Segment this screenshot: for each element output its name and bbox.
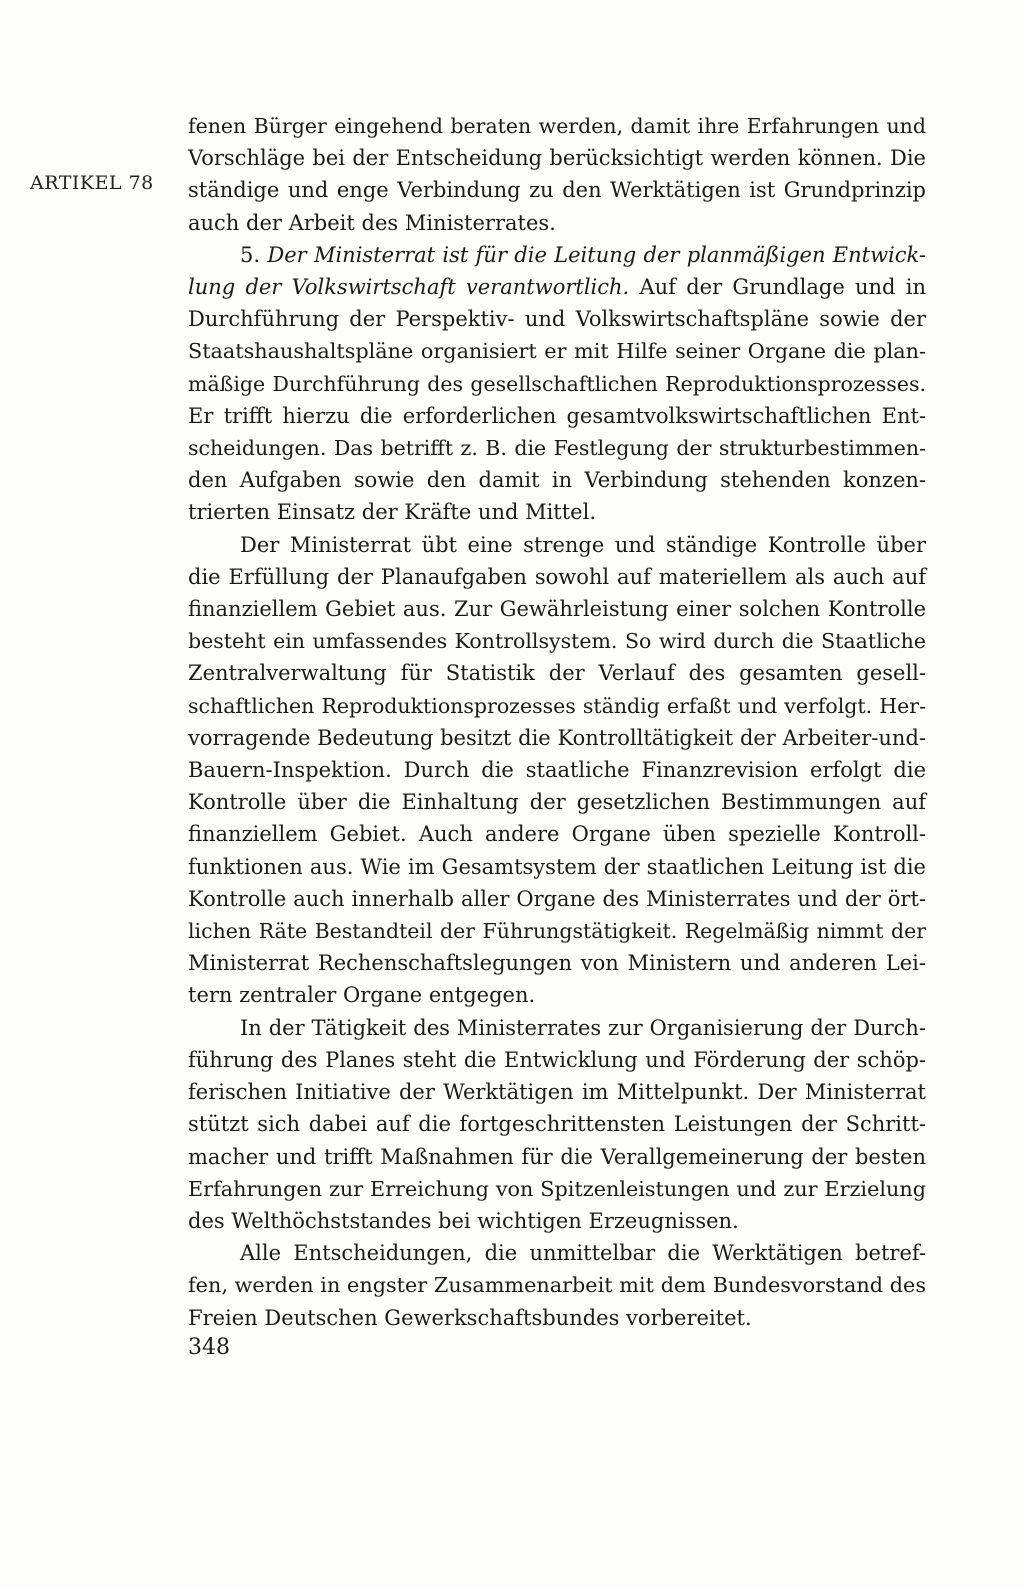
- text-line: den Aufgaben sowie den damit in Verbindung stehenden konzen-: [188, 468, 926, 493]
- text-line: ferischen Initiative der Werktätigen im Mittelpunkt. Der Ministerrat: [188, 1080, 926, 1105]
- article-margin-note: ARTIKEL 78: [30, 172, 154, 194]
- text-line: Vorschläge bei der Entscheidung berücksichtigt werden können. Die: [188, 146, 926, 171]
- body-text: [188, 110, 926, 1334]
- text-line: scheidungen. Das betrifft z. B. die Festlegung der strukturbestimmen-: [188, 436, 926, 461]
- text-line: fen, werden in engster Zusammenarbeit mit dem Bundesvorstand des: [188, 1273, 926, 1298]
- text-line: Ministerrat Rechenschaftslegungen von Ministern und anderen Lei-: [188, 951, 926, 976]
- paragraph-4: [188, 1012, 926, 1237]
- text-line: auch der Arbeit des Ministerrates.: [188, 210, 556, 235]
- text-line: fenen Bürger eingehend beraten werden, damit ihre Erfahrungen und: [188, 114, 926, 138]
- text-line: finanziellem Gebiet. Auch andere Organe üben spezielle Kontroll-: [188, 822, 926, 847]
- text-line: Kontrolle auch innerhalb aller Organe des Ministerrates und der ört-: [188, 886, 926, 911]
- page-number: 348: [188, 1335, 230, 1360]
- paragraph-3: [188, 529, 926, 1012]
- text-line: funktionen aus. Wie im Gesamtsystem der staatlichen Leitung ist die: [188, 854, 926, 879]
- paragraph-1: [188, 110, 926, 239]
- text-line: Er trifft hierzu die erforderlichen gesamtvolkswirtschaftlichen Ent-: [188, 403, 926, 428]
- text-line: trierten Einsatz der Kräfte und Mittel.: [188, 500, 597, 525]
- text-line: [188, 271, 926, 303]
- text-line: Staatshaushaltspläne organisiert er mit Hilfe seiner Organe die plan-: [188, 339, 926, 364]
- text-line: tern zentraler Organe entgegen.: [188, 983, 536, 1008]
- text-fragment: Auf der Grundlage und in: [639, 275, 926, 300]
- text-line: besteht ein umfassendes Kontrollsystem. So wird durch die Staatliche: [188, 629, 926, 654]
- text-line: ständige und enge Verbindung zu den Werktätigen ist Grundprinzip: [188, 178, 926, 203]
- text-line: finanziellem Gebiet aus. Zur Gewährleistung einer solchen Kontrolle: [188, 597, 926, 622]
- italic-heading-part: lung der Volkswirtschaft verantwortlich.: [188, 275, 630, 300]
- text-line: mäßige Durchführung des gesellschaftlichen Reproduktionsprozesses.: [188, 371, 926, 396]
- text-line: schaftlichen Reproduktionsprozesses ständig erfaßt und verfolgt. Her-: [188, 693, 926, 718]
- text-line: Der Ministerrat übt eine strenge und ständige Kontrolle über: [240, 532, 926, 557]
- text-line: führung des Planes steht die Entwicklung und Förderung der schöp-: [188, 1047, 926, 1072]
- text-line: des Welthöchststandes bei wichtigen Erzeugnissen.: [188, 1208, 739, 1233]
- text-line: Durchführung der Perspektiv- und Volkswirtschaftspläne sowie der: [188, 307, 926, 332]
- text-line: Erfahrungen zur Erreichung von Spitzenleistungen und zur Erzielung: [188, 1176, 926, 1201]
- text-line: In der Tätigkeit des Ministerrates zur Organisierung der Durch-: [240, 1015, 926, 1040]
- text-line: Zentralverwaltung für Statistik der Verlauf des gesamten gesell-: [188, 661, 926, 686]
- text-line: Alle Entscheidungen, die unmittelbar die Werktätigen betref-: [240, 1241, 926, 1266]
- paragraph-5: [188, 1237, 926, 1334]
- text-line: lichen Räte Bestandteil der Führungstätigkeit. Regelmäßig nimmt der: [188, 919, 926, 944]
- text-line: Kontrolle über die Einhaltung der gesetzlichen Bestimmungen auf: [188, 790, 926, 815]
- text-line: Freien Deutschen Gewerkschaftsbundes vorbereitet.: [188, 1305, 752, 1330]
- text-line: stützt sich dabei auf die fortgeschrittensten Leistungen der Schritt-: [188, 1112, 926, 1137]
- paragraph-2: [188, 239, 926, 529]
- text-line: die Erfüllung der Planaufgaben sowohl auf materiellem als auch auf: [188, 564, 926, 589]
- text-line: vorragende Bedeutung besitzt die Kontrolltätigkeit der Arbeiter-und-: [188, 725, 926, 750]
- text-line: Bauern-Inspektion. Durch die staatliche Finanzrevision erfolgt die: [188, 758, 926, 783]
- item-number: 5.: [240, 242, 261, 267]
- italic-heading-part: Der Ministerrat ist für die Leitung der planmäßigen Entwick-: [267, 242, 926, 267]
- text-line: macher und trifft Maßnahmen für die Verallgemeinerung der besten: [188, 1144, 926, 1169]
- text-line: [188, 239, 926, 271]
